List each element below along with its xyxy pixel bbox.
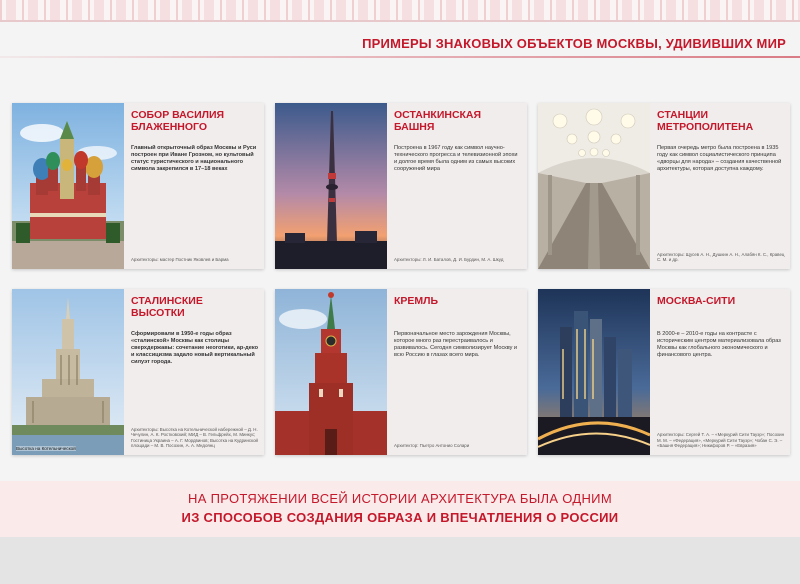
card-description: Построена в 1967 году как символ научно-технического прогресса и телевизионной эпохи и долгое время была одним из самых высоких сооружений мира — [394, 145, 518, 172]
card-architects: Архитекторы: Сергей Т. А. – «Меркурий Сити Тауэр»; Посохин М. М. – «Федерация», «Меркурий Сити Тауэр»; Чобан С. Э. – «Башня Федерация»; Никифоров Р. – «Евразия» — [657, 432, 785, 449]
footer-line-1: НА ПРОТЯЖЕНИИ ВСЕЙ ИСТОРИИ АРХИТЕКТУРА БЫЛА ОДНИМ — [188, 491, 612, 506]
card-architects: Архитекторы: мастер Постник Яковлев и Барма — [131, 257, 229, 263]
slide-title: ПРИМЕРЫ ЗНАКОВЫХ ОБЪЕКТОВ МОСКВЫ, УДИВИВШИХ МИР — [362, 36, 786, 51]
card-ostankino — [275, 103, 527, 269]
stalin-highrise-photo — [12, 289, 124, 455]
moscow-city-photo — [538, 289, 650, 455]
card-title: ОСТАНКИНСКАЯ БАШНЯ — [394, 109, 482, 133]
card-title: МОСКВА-СИТИ — [657, 295, 736, 307]
card-architects: Архитектор: Пьетро Антонио Солари — [394, 443, 470, 449]
ostankino-photo — [275, 103, 387, 269]
card-architects: Архитекторы: Л. И. Баталов, Д. И. Бурдин, М. А. Шкуд — [394, 257, 504, 263]
card-description: Сформировали в 1950-е годы образ «сталинской» Москвы как столицы сверхдержавы: сочетание неоготики, ар-деко и классицизма задало новый вертикальный силуэт города. — [131, 331, 258, 365]
card-stalin-highrises — [12, 289, 264, 455]
metro-photo — [538, 103, 650, 269]
footer-statement — [0, 489, 800, 527]
card-description: Первоначальное место зарождения Москвы, которое много раз перестраивалось и развивалось. Сегодня символизирует Москву и всю Россию в глазах всего мира. — [394, 331, 518, 358]
card-description: В 2000-е – 2010-е годы на контрасте с историческим центром материализовала образ Москвы как глобального экономического и финансового центра. — [657, 331, 781, 358]
card-description: Главный открыточный образ Москвы и Руси построен при Иване Грозном, но культовый статус туристического и национального символа закрепился в 17–18 веках — [131, 145, 257, 172]
card-title: СТАЛИНСКИЕ ВЫСОТКИ — [131, 295, 203, 319]
card-moscow-city — [538, 289, 790, 455]
card-description: Первая очередь метро была построена в 1935 году как символ социалистического принципа «дворцы для народа» – создания качественной архитектуры, которая доступна каждому. — [657, 145, 782, 172]
card-st-basils — [12, 103, 264, 269]
card-kremlin — [275, 289, 527, 455]
bottom-strip — [0, 537, 800, 584]
top-ornament — [0, 0, 800, 20]
photo-caption: Высотка на Котельнической — [16, 446, 76, 451]
footer-line-2: ИЗ СПОСОБОВ СОЗДАНИЯ ОБРАЗА И ВПЕЧАТЛЕНИЯ О РОССИИ — [181, 510, 619, 525]
card-title: СОБОР ВАСИЛИЯ БЛАЖЕННОГО — [131, 109, 225, 133]
card-architects: Архитекторы: Высотка на Котельнической набережной – Д. Н. Чечулин, А. К. Ростковский; МИД – В. Гельфрейх, М. Минкус; Гостиница Украина – А. Г. Мордвинов; Высотка на Кудринской площади – М. В. Посохин, А. А. Мндоянц — [131, 426, 258, 449]
title-underline — [0, 56, 800, 58]
card-architects: Архитекторы: Щусев А. Н., Душкин А. Н., Алабян К. С., Кравец С. М. и др. — [657, 251, 785, 263]
card-title: СТАНЦИИ МЕТРОПОЛИТЕНА — [657, 109, 754, 133]
card-metro — [538, 103, 790, 269]
card-title: КРЕМЛЬ — [394, 295, 439, 307]
top-divider — [0, 20, 800, 22]
st-basils-photo — [12, 103, 124, 269]
kremlin-photo — [275, 289, 387, 455]
